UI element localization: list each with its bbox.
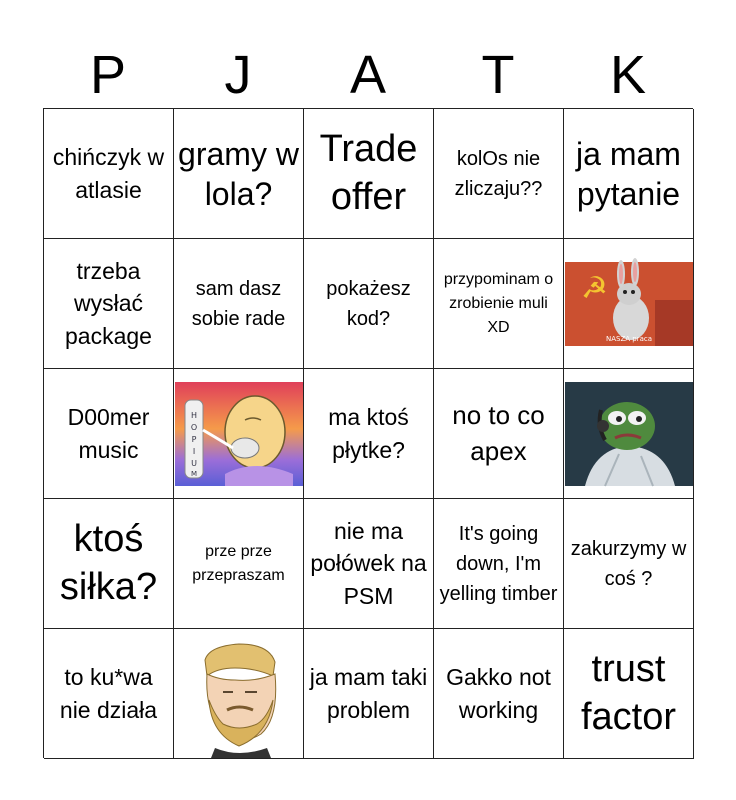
bingo-cell-r3c2[interactable] — [174, 369, 304, 499]
bingo-cell-r2c4[interactable]: przypominam o zrobienie muli XD — [434, 239, 564, 369]
bingo-cell-r5c2[interactable] — [174, 629, 304, 759]
bingo-cell-r1c1[interactable]: chińczyk w atlasie — [44, 109, 174, 239]
bunny-caption: NASZA praca — [605, 334, 652, 343]
bingo-cell-r3c4[interactable]: no to co apex — [434, 369, 564, 499]
bingo-cell-r1c2[interactable]: gramy w lola? — [174, 109, 304, 239]
bingo-cell-r1c5[interactable]: ja mam pytanie — [564, 109, 694, 239]
bingo-cell-r4c4[interactable]: It's going down, I'm yelling timber — [434, 499, 564, 629]
bingo-cell-r1c3[interactable]: Trade offer — [304, 109, 434, 239]
header-letter-t: T — [481, 45, 515, 105]
bingo-cell-r3c5[interactable] — [564, 369, 694, 499]
header-letter-j: J — [224, 45, 252, 105]
bingo-cell-r4c3[interactable]: nie ma połówek na PSM — [304, 499, 434, 629]
bingo-cell-r5c5[interactable]: trust factor — [564, 629, 694, 759]
header-letter-a: A — [349, 45, 387, 105]
bingo-cell-r3c1[interactable]: D00mer music — [44, 369, 174, 499]
bingo-cell-r2c5[interactable] — [564, 239, 694, 369]
bingo-header — [43, 42, 693, 108]
svg-text:H: H — [190, 410, 197, 420]
svg-text:P: P — [191, 434, 196, 444]
bingo-cell-r1c4[interactable]: kolOs nie zliczaju?? — [434, 109, 564, 239]
svg-text:M: M — [190, 469, 197, 478]
sad-pepe-image — [565, 370, 693, 498]
hopium-wojak-image — [175, 370, 303, 498]
bingo-cell-r4c5[interactable]: zakurzymy w coś ? — [564, 499, 694, 629]
bingo-cell-r5c3[interactable]: ja mam taki problem — [304, 629, 434, 759]
bingo-cell-r2c2[interactable]: sam dasz sobie rade — [174, 239, 304, 369]
bingo-cell-r5c1[interactable]: to ku*wa nie działa — [44, 629, 174, 759]
bingo-cell-r3c3[interactable]: ma ktoś płytke? — [304, 369, 434, 499]
svg-text:O: O — [190, 422, 197, 432]
svg-text:☭: ☭ — [580, 270, 608, 306]
header-letter-k: K — [609, 45, 647, 105]
bingo-cell-r2c3[interactable]: pokażesz kod? — [304, 239, 434, 369]
bingo-cell-r5c4[interactable]: Gakko not working — [434, 629, 564, 759]
svg-text:I: I — [192, 446, 195, 456]
nordic-gamer-image — [175, 630, 303, 758]
svg-text:U: U — [190, 458, 197, 468]
bingo-cell-r2c1[interactable]: trzeba wysłać package — [44, 239, 174, 369]
bingo-cell-r4c1[interactable]: ktoś siłka? — [44, 499, 174, 629]
bingo-board — [43, 108, 693, 758]
header-letter-p: P — [89, 45, 127, 105]
soviet-bunny-meme-image — [565, 240, 693, 368]
bingo-cell-r4c2[interactable]: prze prze przepraszam — [174, 499, 304, 629]
